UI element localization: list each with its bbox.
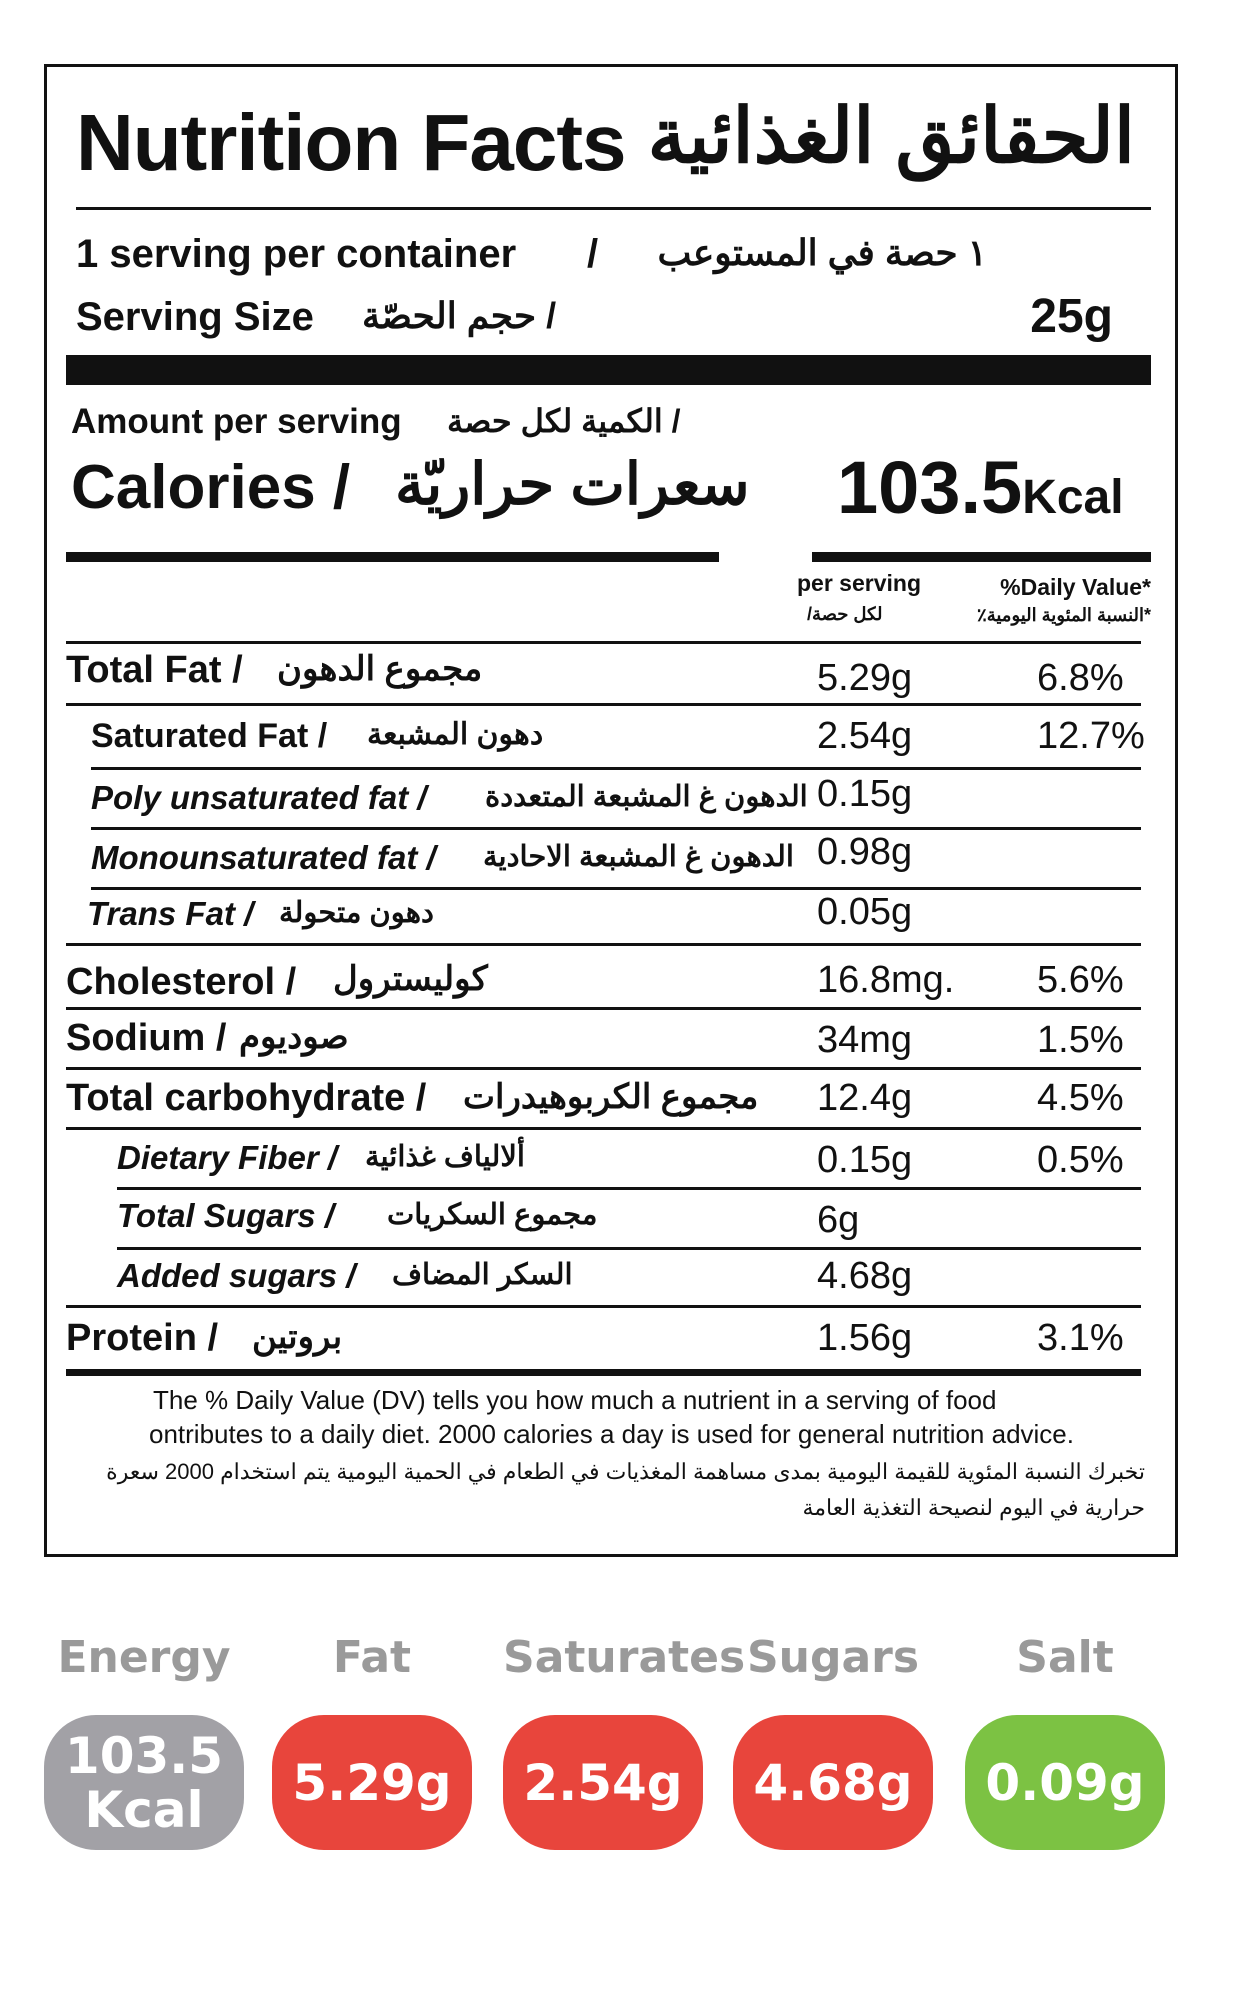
energy-badge: 103.5 Kcal — [44, 1715, 244, 1850]
nutrient-label-arabic: دهون متحولة — [279, 897, 434, 929]
footnote-english-line-1: The % Daily Value (DV) tells you how much a nutrient in a serving of food — [153, 1385, 997, 1415]
nutrient-label-arabic: دهون المشبعة — [367, 718, 544, 751]
row-divider — [66, 943, 1141, 946]
serving-size-value: 25g — [1030, 290, 1113, 343]
title-arabic: الحقائق الغذائية — [647, 94, 1135, 179]
nutrient-daily-value: 4.5% — [1037, 1077, 1124, 1119]
row-divider — [66, 1127, 1141, 1130]
footnote-divider — [66, 1369, 1141, 1376]
nutrient-daily-value: 6.8% — [1037, 657, 1124, 699]
nutrient-amount: 16.8mg. — [817, 959, 955, 1001]
nutrient-daily-value: 3.1% — [1037, 1317, 1124, 1359]
calories-value: 103.5 — [837, 446, 1023, 529]
row-divider — [66, 1007, 1141, 1010]
fat-badge: 5.29g — [272, 1715, 472, 1850]
nutrient-label-arabic: كوليسترول — [333, 960, 488, 998]
sugars-badge: 4.68g — [733, 1715, 933, 1850]
nutrient-daily-value: 5.6% — [1037, 959, 1124, 1001]
per-serving-header-arabic: لكل حصة/ — [807, 604, 883, 624]
calories-label: Calories / — [71, 453, 351, 522]
row-divider — [91, 767, 1141, 770]
nutrient-amount: 0.05g — [817, 891, 913, 933]
servings-per-container: 1 serving per container — [76, 232, 517, 276]
nutrient-amount: 0.15g — [817, 1139, 913, 1181]
row-divider — [66, 1067, 1141, 1070]
nutrient-amount: 6g — [817, 1199, 860, 1241]
row-divider — [91, 887, 1141, 890]
nutrient-label-arabic: مجموع الدهون — [277, 650, 483, 688]
thick-divider — [66, 355, 1151, 385]
nutrient-label: Dietary Fiber / — [117, 1139, 338, 1176]
nutrient-label: Monounsaturated fat / — [91, 839, 436, 876]
title-divider — [76, 207, 1151, 210]
nutrient-label-arabic: الدهون غ المشبعة الاحادية — [483, 841, 794, 873]
footnote-arabic-line-1: تخبرك النسبة المئوية للقيمة اليومية بمدى مساهمة المغذيات في الطعام في الحمية اليومية يتم استخدام 2000 سعرة — [106, 1459, 1145, 1484]
nutrient-label: Sodium / — [66, 1017, 227, 1059]
saturates-label: Saturates — [503, 1632, 746, 1683]
salt-badge: 0.09g — [965, 1715, 1165, 1850]
nutrient-label: Saturated Fat / — [91, 717, 328, 755]
serving-size-label: Serving Size — [76, 295, 314, 339]
calories-label-arabic: سعرات حراريّة — [395, 452, 750, 517]
saturates-badge: 2.54g — [503, 1715, 703, 1850]
nutrient-label: Total Fat / — [66, 649, 243, 691]
nutrient-amount: 2.54g — [817, 715, 913, 757]
nutrient-label-arabic: السكر المضاف — [392, 1259, 573, 1291]
nutrient-daily-value: 1.5% — [1037, 1019, 1124, 1061]
nutrient-label-arabic: بروتين — [252, 1318, 343, 1356]
nutrient-label: Protein / — [66, 1317, 219, 1359]
row-divider — [117, 1247, 1141, 1250]
fat-label: Fat — [332, 1632, 412, 1683]
nutrient-amount: 4.68g — [817, 1255, 913, 1297]
nutrient-label: Cholesterol / — [66, 961, 297, 1003]
calories-divider-left — [66, 552, 719, 562]
daily-value-header: %Daily Value* — [1000, 574, 1151, 600]
nutrient-amount: 0.98g — [817, 831, 913, 873]
serving-size-label-arabic: / حجم الحصّة — [362, 295, 557, 336]
row-divider — [66, 1305, 1141, 1308]
row-divider — [66, 641, 1141, 644]
nutrient-daily-value: 12.7% — [1037, 715, 1145, 757]
salt-label: Salt — [1016, 1632, 1114, 1683]
nutrient-label-arabic: مجموع الكربوهيدرات — [463, 1078, 759, 1116]
footnote-arabic-line-2: حرارية في اليوم لنصيحة التغذية العامة — [802, 1495, 1145, 1520]
nutrient-label: Added sugars / — [117, 1257, 356, 1294]
calories-value-group — [837, 445, 1124, 530]
energy-label: Energy — [57, 1632, 231, 1683]
daily-value-header-arabic: *النسبة المئوية اليومية٪ — [977, 605, 1151, 625]
footnote-english-line-2: ontributes to a daily diet. 2000 calories a day is used for general nutrition advice. — [149, 1419, 1074, 1449]
per-serving-header: per serving — [797, 570, 921, 596]
nutrient-label: Poly unsaturated fat / — [91, 779, 427, 816]
sugars-label: Sugars — [746, 1632, 920, 1683]
row-divider — [117, 1187, 1141, 1190]
servings-separator: / — [587, 232, 599, 276]
nutrient-label: Trans Fat / — [87, 895, 254, 932]
nutrient-daily-value: 0.5% — [1037, 1139, 1124, 1181]
nutrient-label: Total Sugars / — [117, 1197, 334, 1234]
nutrient-label-arabic: صوديوم — [239, 1018, 349, 1056]
amount-per-serving-label: Amount per serving — [71, 402, 402, 441]
nutrition-facts-panel — [44, 64, 1178, 1557]
nutrient-label: Total carbohydrate / — [66, 1077, 427, 1119]
calories-unit: Kcal — [1022, 471, 1124, 524]
nutrient-label-arabic: الدهون غ المشبعة المتعددة — [485, 781, 808, 813]
amount-per-serving-label-arabic: / الكمية لكل حصة — [447, 403, 681, 439]
title-english: Nutrition Facts — [76, 98, 626, 187]
nutrient-amount: 1.56g — [817, 1317, 913, 1359]
row-divider — [91, 827, 1141, 830]
servings-per-container-arabic: ١ حصة في المستوعب — [657, 232, 987, 273]
nutrient-amount: 12.4g — [817, 1077, 913, 1119]
nutrient-label-arabic: ألالياف غذائية — [365, 1141, 525, 1173]
nutrient-label-arabic: مجموع السكريات — [387, 1199, 598, 1231]
nutrient-amount: 0.15g — [817, 773, 913, 815]
nutrient-amount: 34mg — [817, 1019, 913, 1061]
row-divider — [66, 703, 1141, 706]
calories-divider-right — [812, 552, 1151, 562]
nutrient-amount: 5.29g — [817, 657, 913, 699]
